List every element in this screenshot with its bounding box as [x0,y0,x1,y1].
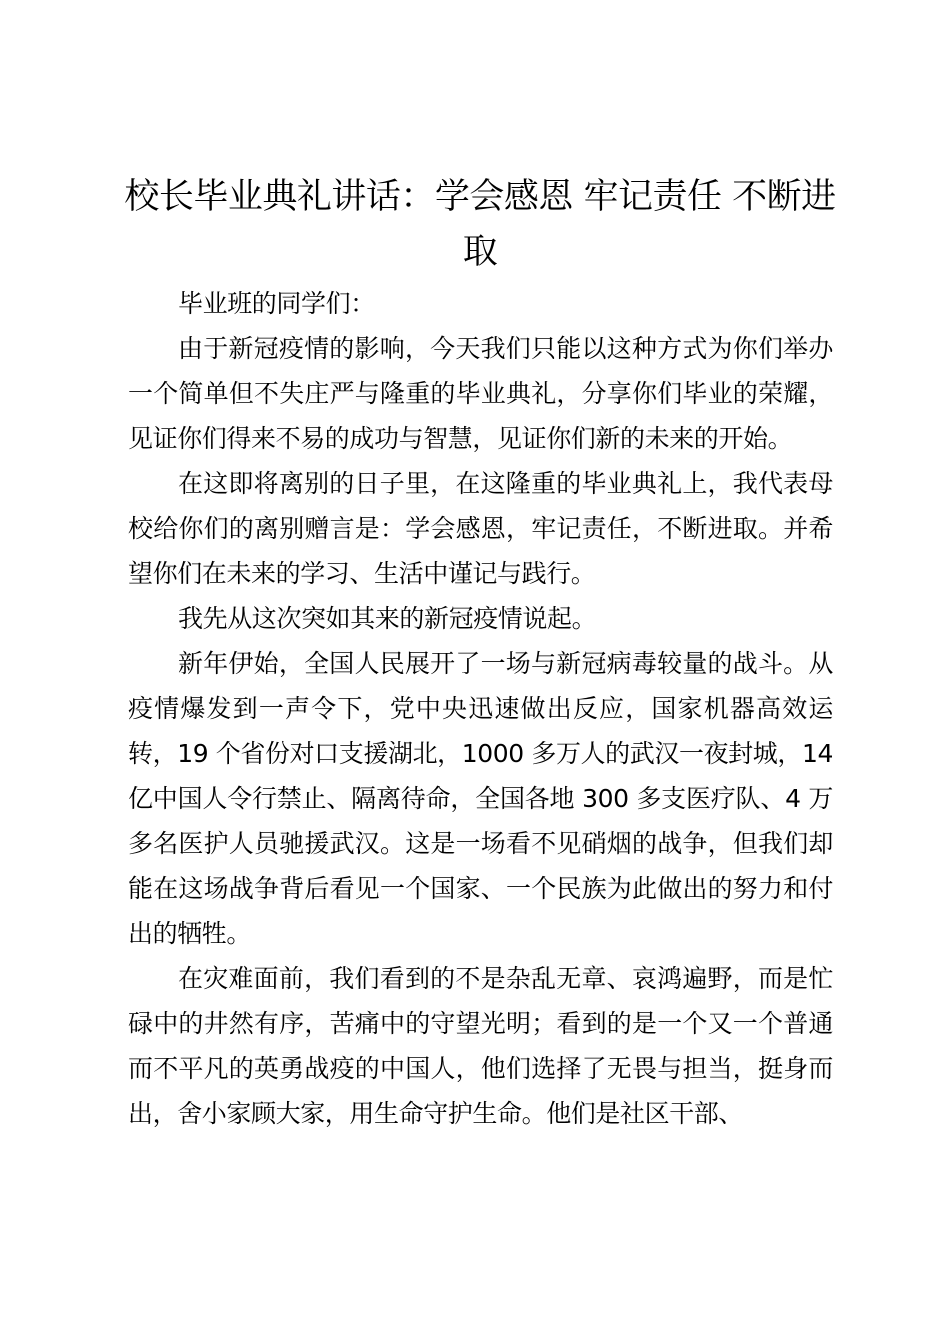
body-paragraph: 在灾难面前，我们看到的不是杂乱无章、哀鸿遍野，而是忙碌中的井然有序，苦痛中的守望光明；看到的是一个又一个普通而不平凡的英勇战疫的中国人，他们选择了无畏与担当，挺身而出，舍小家顾大家，用生命守护生命。他们是社区干部、 [128,964,833,1128]
body-paragraph: 新年伊始，全国人民展开了一场与新冠病毒较量的战斗。从疫情爆发到一声令下，党中央迅速做出反应，国家机器高效运转，19 个省份对口支援湖北，1000 多万人的武汉一夜封城，14 亿中国人令行禁止、隔离待命，全国各地 300 多支医疗队、4 万多名医护人员驰援武汉。这是一场看不见硝烟的战争，但我们却能在这场战争背后看见一个国家、一个民族为此做出的努力和付出的牺牲。 [128,649,833,948]
document-title: 校长毕业典礼讲话：学会感恩 牢记责任 不断进取 [124,177,836,272]
body-paragraph: 由于新冠疫情的影响，今天我们只能以这种方式为你们举办一个简单但不失庄严与隆重的毕业典礼，分享你们毕业的荣耀，见证你们得来不易的成功与智慧，见证你们新的未来的开始。 [128,334,833,453]
body-paragraph: 在这即将离别的日子里，在这隆重的毕业典礼上，我代表母校给你们的离别赠言是：学会感恩，牢记责任，不断进取。并希望你们在未来的学习、生活中谨记与践行。 [128,469,833,588]
salutation-paragraph: 毕业班的同学们： [178,289,375,318]
body-paragraph: 我先从这次突如其来的新冠疫情说起。 [178,604,597,633]
document-body [128,281,833,1136]
